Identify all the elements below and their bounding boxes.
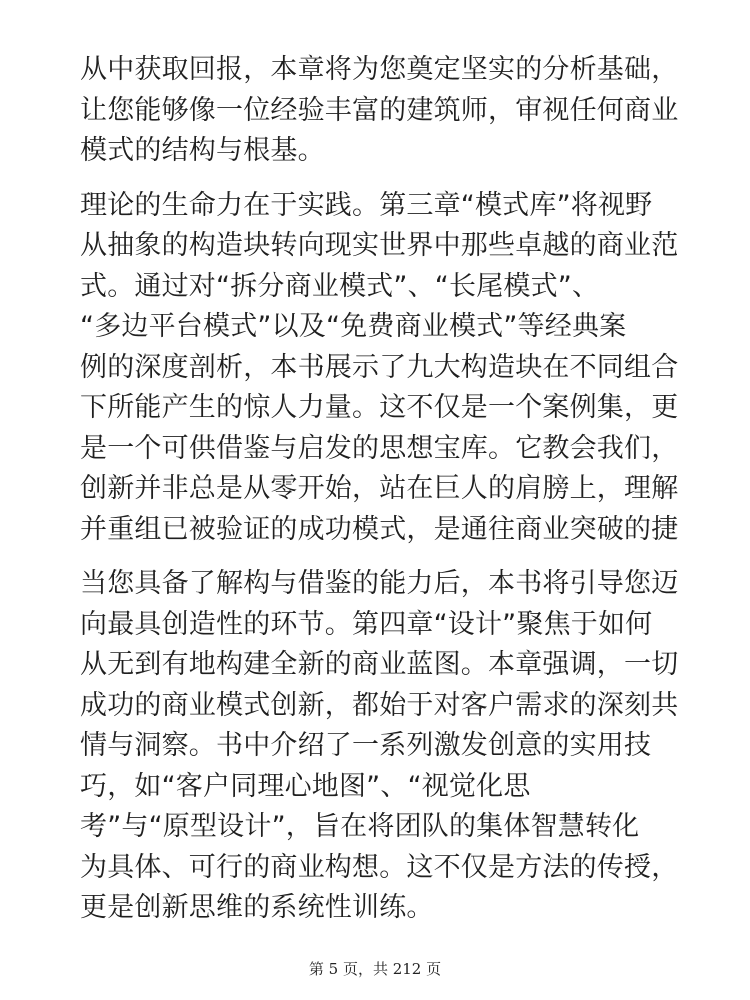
paragraph-3 <box>80 564 680 929</box>
page-number: 第 5 页，共 212 页 <box>308 960 442 978</box>
text-line: 让您能够像一位经验丰富的建筑师，审视任何商业 <box>80 94 679 126</box>
text-line: 从中获取回报，本章将为您奠定坚实的分析基础， <box>80 54 679 85</box>
text-line: 更是创新思维的系统性训练。 <box>80 892 434 923</box>
text-line: 从抽象的构造块转向现实世界中那些卓越的商业范 <box>80 230 679 261</box>
text-line: 理论的生命力在于实践。第三章“模式库”将视野 <box>80 189 653 221</box>
text-line: 向最具创造性的环节。第四章“设计”聚焦于如何 <box>80 608 653 640</box>
text-line: 并重组已被验证的成功模式，是通往商业突破的捷 <box>80 513 679 545</box>
text-line: 情与洞察。书中介绍了一系列激发创意的实用技 <box>80 730 652 761</box>
text-line: 成功的商业模式创新，都始于对客户需求的深刻共 <box>80 689 679 721</box>
text-line: 是一个可供借鉴与启发的思想宝库。它教会我们， <box>80 432 679 464</box>
text-line: 式。通过对“拆分商业模式”、“长尾模式”、 <box>80 270 600 302</box>
text-line: 从无到有地构建全新的商业蓝图。本章强调，一切 <box>80 649 679 680</box>
text-line: 创新并非总是从零开始，站在巨人的肩膀上，理解 <box>80 473 679 504</box>
text-line: 下所能产生的惊人力量。这不仅是一个案例集，更 <box>80 392 679 423</box>
text-line: 例的深度剖析，本书展示了九大构造块在不同组合 <box>80 351 679 383</box>
text-line: 为具体、可行的商业构想。这不仅是方法的传授， <box>80 851 679 883</box>
text-line: 当您具备了解构与借鉴的能力后，本书将引导您迈 <box>80 568 679 599</box>
text-line: 考”与“原型设计”，旨在将团队的集体智慧转化 <box>80 811 640 842</box>
paragraph-1 <box>80 50 680 172</box>
text-line: 模式的结构与根基。 <box>80 135 325 166</box>
text-line: “多边平台模式”以及“免费商业模式”等经典案 <box>80 311 627 342</box>
body-text <box>80 50 680 943</box>
paragraph-2 <box>80 186 680 551</box>
text-line: 巧，如“客户同理心地图”、“视觉化思 <box>80 770 531 802</box>
